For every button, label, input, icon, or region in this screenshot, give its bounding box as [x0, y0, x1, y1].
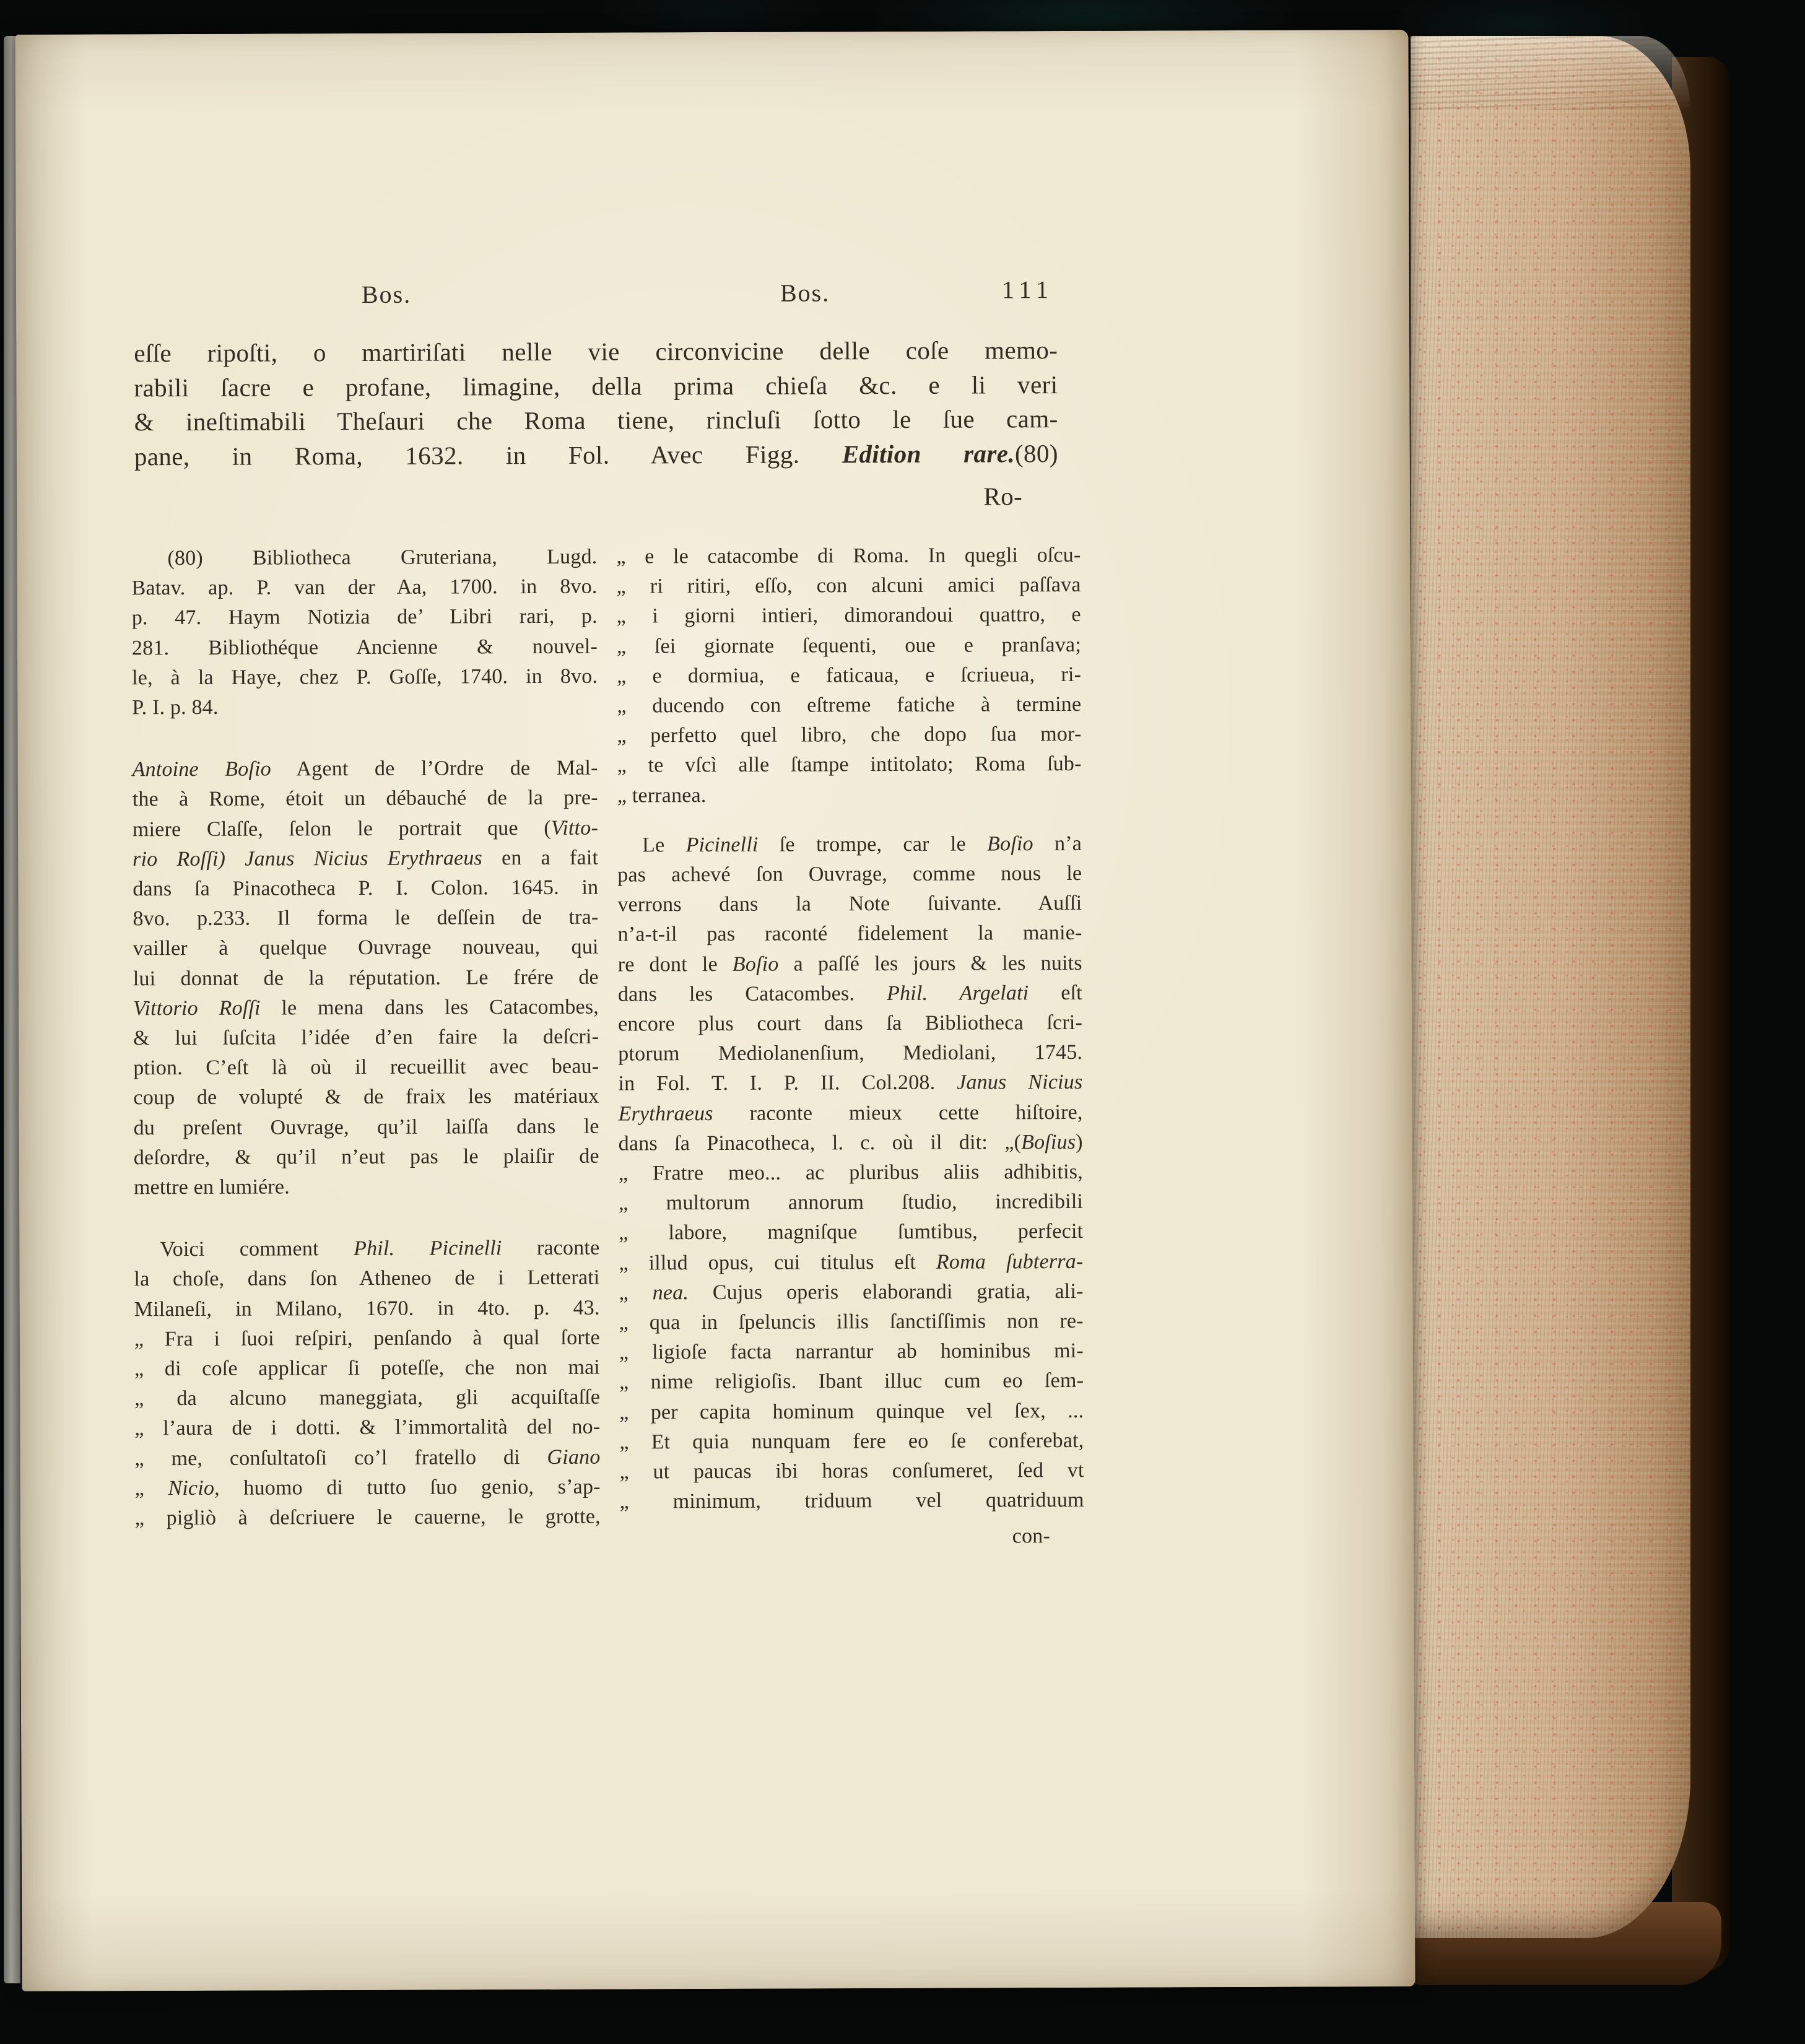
text-segment: Phil. Picinelli — [354, 1237, 502, 1261]
text-segment: „ e dormiua, e faticaua, e ſcriueua, ri- — [617, 663, 1082, 688]
text-line — [133, 754, 598, 785]
text-segment: „ me, conſultatoſi co’l fratello di — [134, 1445, 547, 1470]
catchword-bottom: con- — [1012, 1524, 1051, 1547]
text-segment: „ illud opus, cui titulus eſt — [619, 1250, 936, 1275]
text-segment: a paſſé les jours & les nuits — [778, 951, 1082, 976]
text-segment: „ pigliò à deſcriuere le cauerne, le grotte, — [134, 1505, 601, 1530]
text-line — [619, 1277, 1084, 1308]
text-segment: „ — [134, 1476, 168, 1500]
text-line — [620, 1485, 1084, 1517]
text-line — [132, 692, 598, 723]
text-line — [619, 1336, 1084, 1368]
text-segment: nea. — [652, 1281, 689, 1305]
text-segment: eſſe ripoſti, o martiriſati nelle vie circonvicine delle coſe memo- — [134, 336, 1058, 368]
text-segment: pane, in Roma, 1632. in Fol. Avec Figg. — [134, 439, 842, 471]
text-line — [133, 873, 598, 905]
text-segment: „ di coſe applicar ſi poteſſe, che non mai — [134, 1355, 601, 1381]
text-segment: ) — [1076, 1130, 1083, 1154]
left-column-paragraphs — [131, 542, 601, 1534]
text-segment: & lui ſuſcita l’idée d’en faire la deſcri- — [133, 1025, 599, 1050]
text-line — [131, 542, 597, 574]
text-segment: la choſe, dans ſon Atheneo de i Letterati — [134, 1266, 600, 1291]
text-segment: p. 47. Haym Notizia de’ Libri rari, p. — [131, 605, 598, 630]
text-segment: Edition rare. — [842, 438, 1016, 468]
text-segment: Antoine Boſio — [132, 757, 271, 781]
text-line — [133, 1022, 599, 1054]
text-segment: vailler à quelque Ouvrage nouveau, qui — [133, 936, 599, 960]
text-line — [617, 749, 1082, 781]
text-segment: rio Roſſi) Janus Nicius Erythraeus — [133, 846, 483, 871]
text-line — [133, 962, 599, 994]
running-head-right: Bos. — [780, 279, 830, 307]
text-segment: the à Rome, étoit un débauché de la pre- — [132, 786, 598, 811]
paragraph — [133, 754, 600, 1203]
text-line — [133, 1082, 599, 1113]
text-line — [617, 829, 1082, 861]
text-segment: „ labore, magniſque ſumtibus, perfecit — [619, 1220, 1084, 1245]
text-segment: Milaneſi, in Milano, 1670. in 4to. p. 43. — [134, 1296, 600, 1321]
text-line — [620, 1456, 1084, 1487]
text-line — [618, 1068, 1082, 1099]
text-segment: „ perfetto quel libro, che dopo ſua mor- — [617, 723, 1082, 747]
paragraph — [134, 1233, 601, 1534]
text-segment: Picinelli — [685, 833, 759, 856]
text-segment: raconte — [502, 1236, 600, 1260]
text-line — [617, 690, 1081, 721]
text-line — [618, 978, 1082, 1010]
intro-lines — [134, 333, 1058, 474]
text-segment: mettre en lumiére. — [133, 1175, 290, 1199]
text-segment: lui donnat de la réputation. Le frére de — [133, 965, 599, 990]
text-line — [135, 1502, 601, 1534]
text-line — [135, 1472, 601, 1504]
text-segment: le mena dans les Catacombes, — [260, 995, 599, 1020]
text-segment: le, à la Haye, chez P. Goſſe, 1740. in 8vo. — [132, 664, 598, 690]
text-segment: P. I. p. 84. — [132, 695, 219, 720]
left-column — [131, 542, 601, 1534]
text-segment: Giano — [547, 1445, 601, 1469]
text-segment: „ l’aura de i dotti. & l’immortalità del no- — [134, 1416, 601, 1440]
text-line — [132, 632, 598, 663]
text-line — [134, 368, 1058, 406]
text-line — [618, 1038, 1082, 1069]
text-segment: Voici comment — [160, 1237, 354, 1261]
text-line — [617, 859, 1082, 890]
text-segment: & ineſtimabili Theſauri che Roma tiene, rincluſi ſotto le ſue cam- — [134, 404, 1058, 437]
text-line — [133, 903, 598, 934]
text-segment: „ nime religioſis. Ibant illuc cum eo ſem- — [619, 1369, 1084, 1394]
text-segment: in Fol. T. I. P. II. Col.208. — [618, 1071, 957, 1096]
text-segment: Nicio — [168, 1476, 215, 1500]
text-segment: „ minimum, triduum vel quatriduum — [619, 1489, 1084, 1513]
text-line — [132, 602, 598, 633]
text-segment: „ — [619, 1281, 653, 1305]
text-line — [134, 1323, 600, 1355]
text-segment: ption. C’eſt là où il recueillit avec beau- — [133, 1055, 599, 1080]
text-line — [133, 1052, 599, 1084]
text-segment: re dont le — [617, 952, 733, 976]
book-fore-edge — [1411, 36, 1690, 1938]
paragraph — [617, 829, 1084, 1517]
text-segment: „ ſei giornate ſequenti, oue e pranſava; — [616, 633, 1082, 658]
text-segment: „ multorum annorum ſtudio, incredibili — [619, 1190, 1084, 1215]
text-segment: , huomo di tutto ſuo genio, s’ap- — [214, 1475, 601, 1500]
text-segment: Boſio — [732, 952, 779, 976]
text-segment: Batav. ap. P. van der Aa, 1700. in 8vo. — [131, 575, 598, 600]
running-head-left: Bos. — [361, 280, 412, 308]
text-line — [133, 933, 599, 964]
text-line — [617, 630, 1081, 662]
text-line — [618, 949, 1082, 980]
text-segment: „ i giorni intieri, dimorandoui quattro, e — [616, 603, 1081, 628]
text-segment: Vittorio Roſſi — [133, 996, 261, 1020]
text-segment: „ ut paucas ibi horas conſumeret, ſed vt — [619, 1459, 1084, 1484]
text-segment: pas achevé ſon Ouvrage, comme nous le — [617, 861, 1082, 887]
text-line — [617, 889, 1082, 920]
text-line — [134, 1142, 599, 1173]
text-line — [134, 333, 1058, 371]
text-segment: n’a — [1033, 832, 1082, 856]
text-segment: „ e le catacombe di Roma. In quegli oſcu- — [616, 543, 1081, 568]
right-column — [616, 541, 1084, 1552]
paragraph — [131, 542, 598, 723]
text-segment: dans les Catacombes. — [617, 981, 887, 1006]
text-segment: Janus Nicius — [957, 1071, 1083, 1095]
text-segment: „ Fra i ſuoi reſpiri, penſando à qual ſorte — [134, 1326, 600, 1351]
text-line — [619, 1396, 1084, 1428]
text-line — [619, 1426, 1084, 1458]
text-segment: „ Et quia nunquam fere eo ſe conferebat, — [619, 1429, 1084, 1454]
text-line — [617, 570, 1081, 602]
text-line — [133, 783, 598, 815]
text-line — [132, 661, 598, 693]
text-line — [617, 720, 1081, 751]
text-segment: eſt — [1029, 981, 1082, 1005]
text-segment: n’a-t-il pas raconté fidelement la manie- — [617, 921, 1082, 946]
text-line — [134, 1442, 600, 1474]
catchword-top: Ro- — [983, 482, 1023, 511]
text-line — [619, 1157, 1083, 1189]
text-segment: ſe trompe, car le — [758, 832, 988, 856]
text-line — [618, 1008, 1082, 1040]
text-segment: Cujus operis elaborandi gratia, ali- — [689, 1279, 1084, 1305]
page-number: 111 — [1001, 276, 1055, 304]
text-line — [616, 541, 1081, 572]
text-segment: „ qua in ſpeluncis illis ſanctiſſimis non re- — [619, 1310, 1084, 1334]
text-line — [617, 660, 1081, 692]
text-line — [134, 1353, 600, 1385]
text-segment: „ ri ritiri, eſſo, con alcuni amici paſſava — [616, 573, 1081, 598]
text-line — [619, 1307, 1084, 1338]
text-line — [134, 402, 1058, 440]
text-line — [619, 1187, 1083, 1219]
text-segment: coup de volupté & de fraix les matériaux — [133, 1085, 599, 1110]
right-column-paragraphs — [616, 541, 1084, 1517]
text-segment: „ da alcuno maneggiata, gli acquiſtaſſe — [134, 1385, 601, 1411]
text-segment: Agent de l’Ordre de Mal- — [271, 756, 598, 781]
text-segment: raconte mieux cette hiſtoire, — [713, 1100, 1083, 1125]
text-line — [617, 780, 1082, 811]
text-segment: dans ſa Pinacotheca P. I. Colon. 1645. in — [133, 876, 599, 901]
book-page — [15, 30, 1415, 1991]
text-line — [617, 600, 1081, 632]
text-segment: „ Fratre meo... ac pluribus aliis adhibitis, — [618, 1160, 1083, 1185]
text-line — [134, 1383, 600, 1414]
text-segment: Boſio — [987, 832, 1033, 856]
text-segment: encore plus court dans ſa Bibliotheca ſcri- — [618, 1011, 1083, 1036]
text-segment: ptorum Mediolanenſium, Mediolani, 1745. — [618, 1041, 1083, 1066]
text-line — [134, 1412, 600, 1444]
text-line — [619, 1128, 1083, 1159]
text-segment: du preſent Ouvrage, qu’il laiſſa dans le — [133, 1115, 599, 1139]
text-segment: „ terranea. — [617, 783, 707, 807]
text-segment: Vitto- — [550, 816, 599, 840]
text-segment: deſordre, & qu’il n’eut pas le plaiſir de — [133, 1144, 599, 1170]
text-line — [132, 572, 598, 604]
text-line — [133, 993, 599, 1024]
paragraph — [616, 541, 1082, 811]
text-segment: dans ſa Pinacotheca, l. c. où il dit: „( — [618, 1131, 1022, 1155]
text-line — [134, 437, 1058, 474]
text-segment: miere Claſſe, ſelon le portrait que ( — [132, 816, 551, 841]
text-segment: verrons dans la Note ſuivante. Auſſi — [617, 892, 1082, 916]
text-line — [619, 1366, 1084, 1398]
text-segment: 281. Bibliothéque Ancienne & nouvel- — [131, 635, 598, 659]
text-line — [134, 1263, 599, 1295]
text-line — [133, 813, 598, 845]
text-line — [618, 1098, 1082, 1129]
text-segment: „ ducendo con eſtreme fatiche à termine — [617, 692, 1082, 718]
text-line — [133, 843, 598, 874]
text-segment: Boſius — [1021, 1130, 1076, 1154]
text-segment: Erythraeus — [618, 1102, 713, 1126]
text-line — [134, 1233, 599, 1265]
text-segment: (80) Bibliotheca Gruteriana, Lugd. — [167, 545, 598, 570]
text-segment: Phil. Argelati — [887, 981, 1029, 1005]
text-segment: Roma ſubterra- — [936, 1250, 1084, 1274]
text-line — [134, 1293, 600, 1324]
text-segment: „ ligioſe facta narrantur ab hominibus mi- — [619, 1339, 1084, 1364]
text-line — [619, 1217, 1083, 1248]
text-segment: Le — [642, 833, 686, 857]
text-line — [617, 918, 1082, 950]
intro-paragraph — [134, 333, 1058, 517]
text-segment: (80) — [1014, 438, 1058, 468]
text-line — [619, 1247, 1083, 1279]
text-segment: 8vo. p.233. Il forma le deſſein de tra- — [133, 905, 599, 931]
text-segment: „ te vſcì alle ſtampe intitolato; Roma ſub- — [617, 752, 1082, 777]
text-segment: en a fait — [482, 846, 599, 870]
text-segment: rabili ſacre e profane, limagine, della prima chieſa &c. e li veri — [134, 370, 1058, 402]
text-line — [134, 1111, 599, 1143]
text-line — [134, 1172, 599, 1203]
text-segment: „ per capita hominum quinque vel ſex, ... — [619, 1399, 1084, 1424]
